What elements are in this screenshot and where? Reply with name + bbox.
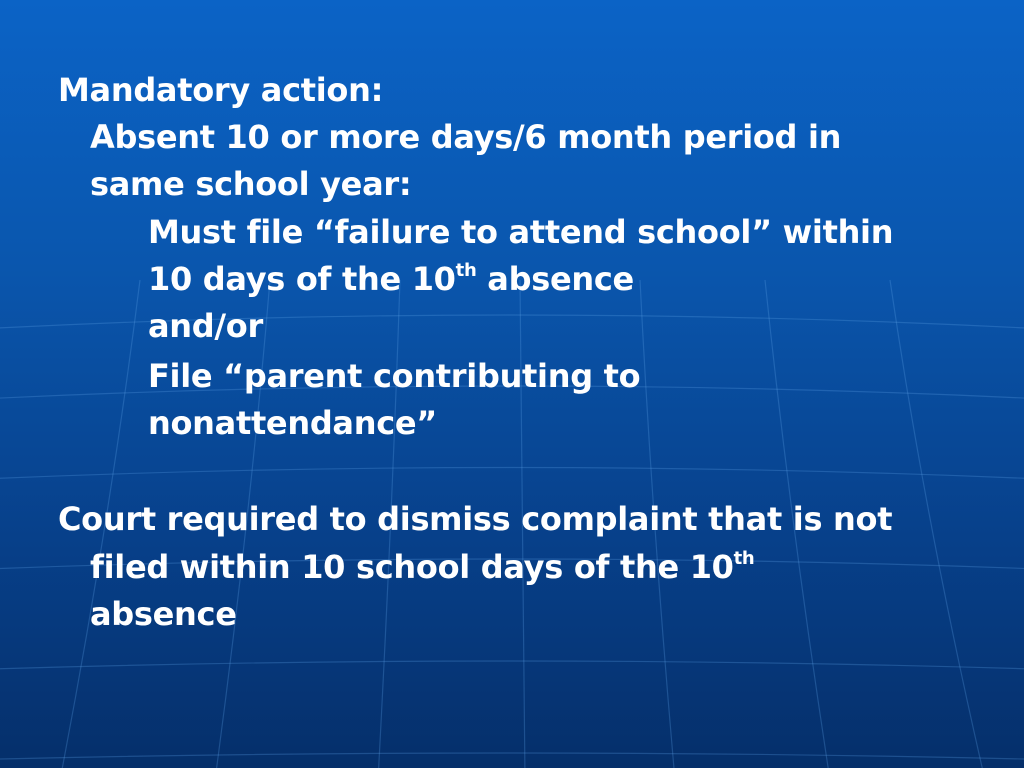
superscript-th: th bbox=[455, 260, 477, 282]
text-absent-line1: Absent 10 or more days/6 month period in bbox=[90, 118, 842, 156]
text-court-line1: Court required to dismiss complaint that is not bbox=[58, 500, 893, 538]
text-and-or: and/or bbox=[148, 307, 263, 345]
text-absent-line2: same school year: bbox=[90, 165, 412, 203]
text-must-file-line1: Must file “failure to attend school” within bbox=[148, 213, 894, 251]
text-file-parent-line2: nonattendance” bbox=[148, 404, 438, 442]
text-must-file-line2-post: absence bbox=[476, 260, 634, 298]
heading-mandatory-action: Mandatory action: bbox=[58, 71, 384, 109]
text-court-line2-pre: filed within 10 school days of the 10 bbox=[90, 548, 734, 586]
text-must-file-line2-pre: 10 days of the 10 bbox=[148, 260, 456, 298]
text-must-file-line2 bbox=[148, 259, 634, 299]
text-court-line2 bbox=[90, 547, 754, 587]
superscript-th-court: th bbox=[733, 548, 755, 570]
text-file-parent-line1: File “parent contributing to bbox=[148, 357, 641, 395]
text-court-line3: absence bbox=[90, 595, 237, 633]
